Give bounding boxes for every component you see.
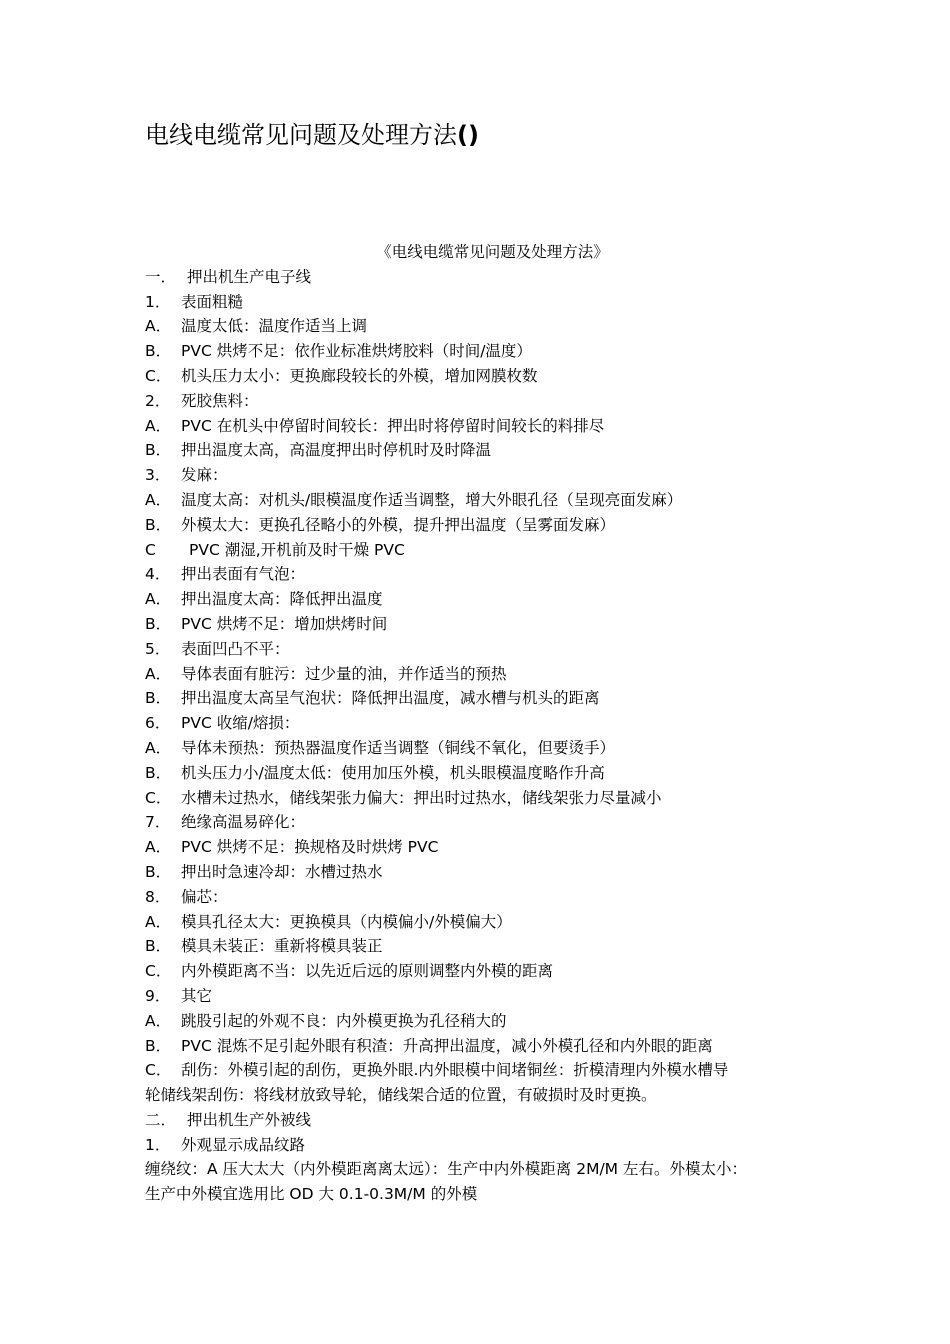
title-main: 电线电缆常见问题及处理方法 bbox=[145, 121, 457, 149]
numbered-item bbox=[145, 1133, 810, 1158]
item-marker: 9． bbox=[145, 986, 171, 1005]
item-text: 导体表面有脏污：过少量的油，并作适当的预热 bbox=[181, 664, 507, 683]
item-text: 机头压力小/温度太低：使用加压外模，机头眼模温度略作升高 bbox=[181, 763, 605, 782]
item-marker: A． bbox=[145, 1011, 172, 1030]
item-text: 外观显示成品纹路 bbox=[181, 1135, 306, 1154]
sub-item bbox=[145, 662, 810, 687]
sub-item bbox=[145, 835, 810, 860]
item-text: 表面粗糙 bbox=[181, 292, 244, 311]
item-text: 模具孔径太大：更换模具（内模偏小/外模偏大） bbox=[181, 912, 512, 931]
sub-item bbox=[145, 513, 810, 538]
item-marker: 3． bbox=[145, 466, 171, 485]
item-marker: C． bbox=[145, 962, 172, 981]
content-lines bbox=[145, 265, 810, 1207]
item-marker: 5． bbox=[145, 639, 171, 658]
item-text: PVC 在机头中停留时间较长：押出时将停留时间较长的料排尽 bbox=[181, 416, 605, 435]
paragraph-line bbox=[145, 1182, 810, 1207]
sub-item bbox=[145, 414, 810, 439]
item-marker: A． bbox=[145, 664, 172, 683]
sub-item bbox=[145, 934, 810, 959]
item-text: 押出温度太高呈气泡状：降低押出温度，减水槽与机头的距离 bbox=[181, 689, 600, 708]
sub-item bbox=[145, 736, 810, 761]
item-text: 押出表面有气泡： bbox=[181, 565, 306, 584]
item-marker: B． bbox=[145, 937, 172, 956]
item-text: 外模太大：更换孔径略小的外模，提升押出温度（呈雾面发麻） bbox=[181, 515, 616, 534]
item-text: 其它 bbox=[181, 986, 213, 1005]
item-text: PVC 烘烤不足：换规格及时烘烤 PVC bbox=[181, 838, 439, 857]
item-text: 跳股引起的外观不良：内外模更换为孔径稍大的 bbox=[181, 1011, 507, 1030]
item-marker: A． bbox=[145, 912, 172, 931]
item-marker: 6． bbox=[145, 714, 171, 733]
item-marker: A． bbox=[145, 317, 172, 336]
item-marker: A． bbox=[145, 490, 172, 509]
item-marker: C bbox=[145, 540, 156, 559]
item-marker: B． bbox=[145, 342, 172, 361]
item-text: 轮储线架刮伤：将线材放致导轮，储线架合适的位置，有破损时及时更换。 bbox=[145, 1086, 657, 1105]
numbered-item bbox=[145, 562, 810, 587]
section-heading bbox=[145, 1108, 810, 1133]
item-text: 温度太低：温度作适当上调 bbox=[181, 317, 368, 336]
item-text: 死胶焦料： bbox=[181, 391, 259, 410]
sub-item bbox=[145, 314, 810, 339]
item-text: 押出温度太高，高温度押出时停机时及时降温 bbox=[181, 441, 492, 460]
item-marker: B． bbox=[145, 614, 172, 633]
sub-item bbox=[145, 686, 810, 711]
item-text: 偏芯： bbox=[181, 887, 228, 906]
item-text: PVC 混炼不足引起外眼有积渣：升高押出温度，减小外模孔径和内外眼的距离 bbox=[181, 1036, 713, 1055]
item-text: PVC 烘烤不足：增加烘烤时间 bbox=[181, 614, 388, 633]
item-marker: B． bbox=[145, 689, 172, 708]
numbered-item bbox=[145, 984, 810, 1009]
item-marker: 8． bbox=[145, 887, 171, 906]
item-text: 押出时急速冷却：水槽过热水 bbox=[181, 862, 383, 881]
item-text: 导体未预热：预热器温度作适当调整（铜线不氧化，但要烫手） bbox=[181, 738, 616, 757]
item-marker: 4． bbox=[145, 565, 171, 584]
item-marker: B． bbox=[145, 441, 172, 460]
item-text: 机头压力太小：更换廊段较长的外模，增加网膜枚数 bbox=[181, 366, 538, 385]
item-text: 押出机生产外被线 bbox=[187, 1110, 312, 1129]
item-marker: A． bbox=[145, 590, 172, 609]
item-text: 缠绕纹：A 压大太大（内外模距离离太远）：生产中内外模距离 2M/M 左右。外模太小： bbox=[145, 1160, 747, 1179]
sub-item bbox=[145, 1034, 810, 1059]
item-marker: C． bbox=[145, 366, 172, 385]
item-marker: B． bbox=[145, 515, 172, 534]
numbered-item bbox=[145, 290, 810, 315]
paragraph-line bbox=[145, 1083, 810, 1108]
sub-item bbox=[145, 438, 810, 463]
item-marker: 2． bbox=[145, 391, 171, 410]
sub-item bbox=[145, 612, 810, 637]
item-text: 内外模距离不当：以先近后远的原则调整内外模的距离 bbox=[181, 962, 554, 981]
title-paren: () bbox=[457, 121, 479, 149]
numbered-item bbox=[145, 885, 810, 910]
numbered-item bbox=[145, 463, 810, 488]
item-marker: 二． bbox=[145, 1110, 177, 1129]
item-marker: C． bbox=[145, 788, 172, 807]
sub-item bbox=[145, 339, 810, 364]
item-text: 刮伤：外模引起的刮伤，更换外眼.内外眼模中间堵铜丝：折模清理内外模水槽导 bbox=[181, 1061, 729, 1080]
sub-item bbox=[145, 761, 810, 786]
item-marker: A． bbox=[145, 738, 172, 757]
item-text: 温度太高：对机头/眼模温度作适当调整，增大外眼孔径（呈现亮面发麻） bbox=[181, 490, 683, 509]
item-text: 押出温度太高：降低押出温度 bbox=[181, 590, 383, 609]
sub-item bbox=[145, 860, 810, 885]
sub-item bbox=[145, 364, 810, 389]
document-body bbox=[145, 240, 810, 1207]
sub-item bbox=[145, 587, 810, 612]
item-text: 绝缘高温易碎化： bbox=[181, 813, 306, 832]
item-marker: B． bbox=[145, 862, 172, 881]
item-marker: A． bbox=[145, 416, 172, 435]
item-text: PVC 潮湿,开机前及时干燥 PVC bbox=[189, 540, 405, 559]
item-marker: A． bbox=[145, 838, 172, 857]
numbered-item bbox=[145, 389, 810, 414]
sub-item bbox=[145, 488, 810, 513]
sub-item bbox=[145, 786, 810, 811]
sub-item bbox=[145, 1058, 810, 1083]
item-text: PVC 烘烤不足：依作业标准烘烤胶料（时间/温度） bbox=[181, 342, 532, 361]
item-marker: 7． bbox=[145, 813, 171, 832]
numbered-item bbox=[145, 810, 810, 835]
sub-item bbox=[145, 538, 810, 563]
item-marker: C． bbox=[145, 1061, 172, 1080]
sub-item bbox=[145, 1009, 810, 1034]
item-marker: 一． bbox=[145, 267, 177, 286]
item-text: 水槽未过热水，储线架张力偏大：押出时过热水，储线架张力尽量减小 bbox=[181, 788, 662, 807]
item-text: 发麻： bbox=[181, 466, 228, 485]
item-text: 押出机生产电子线 bbox=[187, 267, 312, 286]
item-text: 生产中外模宜选用比 OD 大 0.1-0.3M/M 的外模 bbox=[145, 1185, 478, 1204]
item-marker: B． bbox=[145, 763, 172, 782]
sub-item bbox=[145, 910, 810, 935]
section-heading bbox=[145, 265, 810, 290]
sub-item bbox=[145, 959, 810, 984]
item-text: 模具未装正：重新将模具装正 bbox=[181, 937, 383, 956]
document-title bbox=[145, 118, 479, 152]
item-marker: 1． bbox=[145, 292, 171, 311]
document-subtitle: 《电线电缆常见问题及处理方法》 bbox=[376, 243, 609, 261]
item-text: PVC 收缩/熔损： bbox=[181, 714, 300, 733]
item-marker: 1． bbox=[145, 1135, 171, 1154]
item-text: 表面凹凸不平： bbox=[181, 639, 290, 658]
item-marker: B． bbox=[145, 1036, 172, 1055]
paragraph-line bbox=[145, 1157, 810, 1182]
numbered-item bbox=[145, 711, 810, 736]
numbered-item bbox=[145, 637, 810, 662]
